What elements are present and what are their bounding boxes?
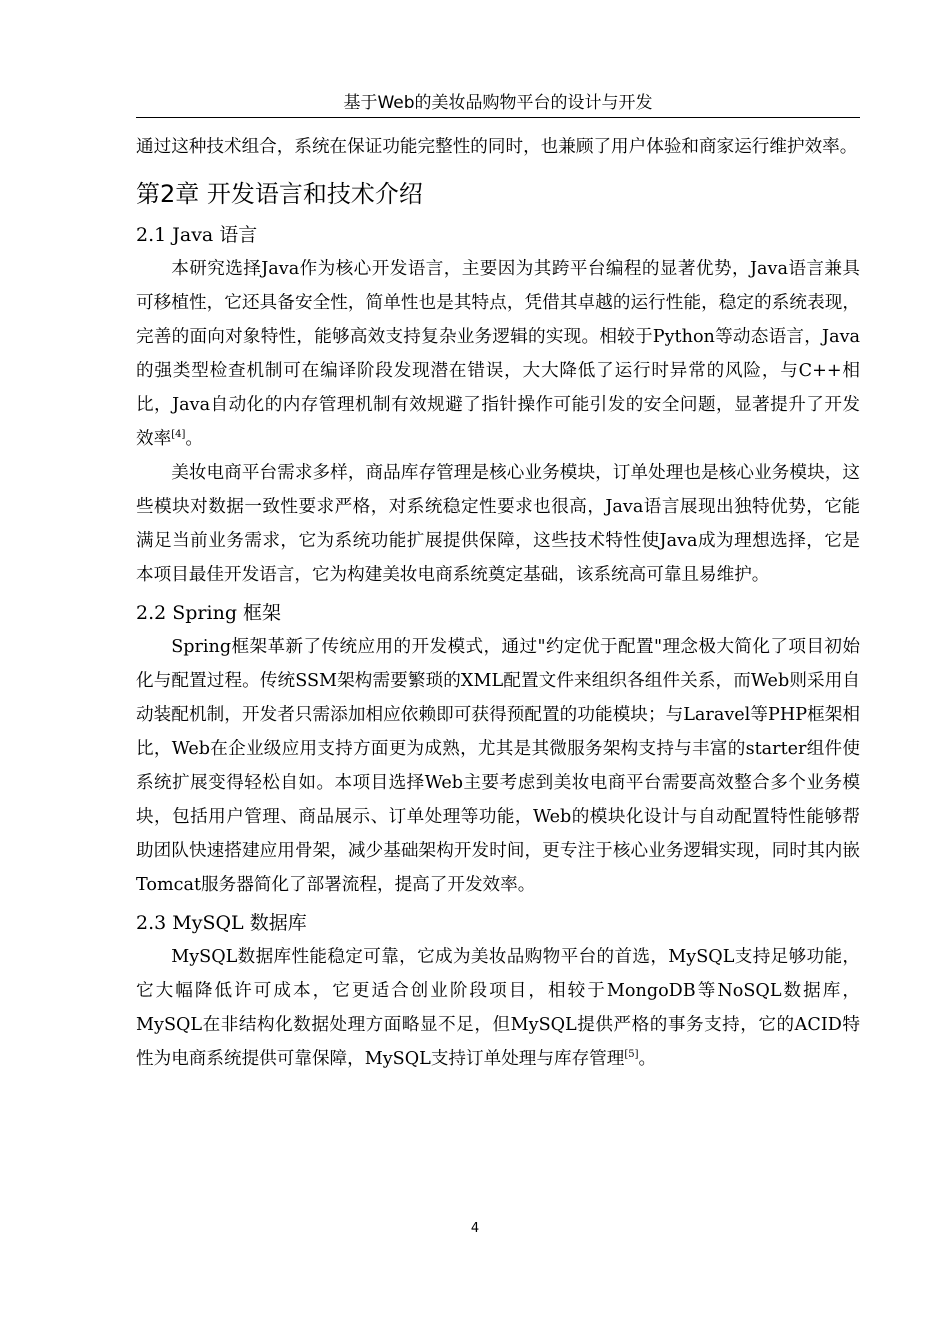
chapter-title: 第2章 开发语言和技术介绍 — [136, 180, 423, 208]
section-2-1-paragraph-1 — [136, 252, 860, 456]
paragraph-tail: 。 — [638, 1049, 657, 1069]
intro-paragraph: 通过这种技术组合，系统在保证功能完整性的同时，也兼顾了用户体验和商家运行维护效率。 — [136, 137, 858, 157]
paragraph-text: 美妆电商平台需求多样，商品库存管理是核心业务模块，订单处理也是核心业务模块，这些模块对数据一致性要求严格，对系统稳定性要求也很高，Java语言展现出独特优势，它能满足当前业务需求，它为系统功能扩展提供保障，这些技术特性使Java成为理想选择，它是本项目最佳开发语言，它为构建美妆电商系统奠定基础，该系统高可靠且易维护。 — [136, 463, 860, 585]
citation-ref: [4] — [171, 429, 186, 440]
document-body — [136, 130, 860, 1076]
section-heading-2-2: 2.2 Spring 框架 — [136, 602, 282, 624]
paragraph-text: Spring框架革新了传统应用的开发模式，通过"约定优于配置"理念极大简化了项目初始化与配置过程。传统SSM架构需要繁琐的XML配置文件来组织各组件关系，而Web则采用自动装配机制，开发者只需添加相应依赖即可获得预配置的功能模块；与Laravel等PHP框架相比，Web在企业级应用支持方面更为成熟，尤其是其微服务架构支持与丰富的starter组件使系统扩展变得轻松自如。本项目选择Web主要考虑到美妆电商平台需要高效整合多个业务模块，包括用户管理、商品展示、订单处理等功能，Web的模块化设计与自动配置特性能够帮助团队快速搭建应用骨架，减少基础架构开发时间，更专注于核心业务逻辑实现，同时其内嵌Tomcat服务器简化了部署流程，提高了开发效率。 — [136, 637, 860, 895]
section-2-2-paragraph-1 — [136, 630, 860, 902]
section-2-3-paragraph-1 — [136, 940, 860, 1076]
citation-ref: [5] — [624, 1049, 639, 1060]
paragraph-tail: 。 — [185, 429, 203, 449]
section-2-1-paragraph-2 — [136, 456, 860, 592]
running-header: 基于Web的美妆品购物平台的设计与开发 — [343, 93, 653, 113]
section-heading-2-1: 2.1 Java 语言 — [136, 224, 258, 246]
header-rule — [136, 117, 860, 118]
paragraph-text: MySQL数据库性能稳定可靠，它成为美妆品购物平台的首选，MySQL支持足够功能，它大幅降低许可成本，它更适合创业阶段项目，相较于MongoDB等NoSQL数据库，MySQL在非结构化数据处理方面略显不足，但MySQL提供严格的事务支持，它的ACID特性为电商系统提供可靠保障，MySQL支持订单处理与库存管理 — [136, 947, 860, 1069]
page-number: 4 — [470, 1221, 480, 1236]
paragraph-text: 本研究选择Java作为核心开发语言，主要因为其跨平台编程的显著优势，Java语言兼具可移植性，它还具备安全性，简单性也是其特点，凭借其卓越的运行性能，稳定的系统表现，完善的面向对象特性，能够高效支持复杂业务逻辑的实现。相较于Python等动态语言，Java的强类型检查机制可在编译阶段发现潜在错误，大大降低了运行时异常的风险，与C++相比，Java自动化的内存管理机制有效规避了指针操作可能引发的安全问题，显著提升了开发效率 — [136, 259, 860, 449]
section-heading-2-3: 2.3 MySQL 数据库 — [136, 912, 307, 934]
